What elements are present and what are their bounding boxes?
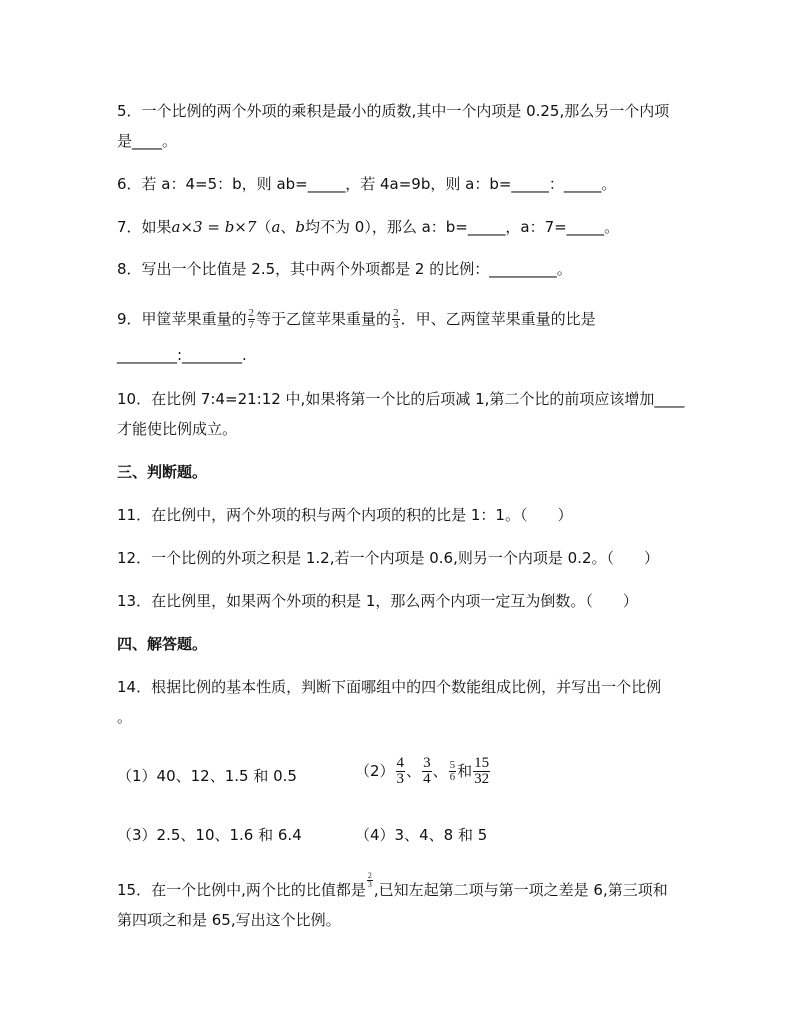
fraction-denominator: 3 — [367, 880, 372, 889]
fraction-denominator: 6 — [449, 771, 456, 783]
fraction-15-32 — [473, 756, 490, 787]
question-13: 13．在比例里，如果两个外项的积是 1，那么两个内项一定互为倒数。（ ） — [117, 592, 638, 610]
question-11: 11．在比例中，两个外项的积与两个内项的积的比是 1：1。（ ） — [117, 506, 573, 524]
question-14-option-1: （1）40、12、1.5 和 0.5 — [117, 767, 297, 785]
question-7 — [117, 217, 619, 237]
fraction-5-6 — [449, 760, 457, 783]
fraction-denominator: 32 — [474, 771, 490, 787]
section-3-heading: 三、判断题。 — [117, 463, 208, 481]
question-9-line-1 — [117, 308, 596, 331]
fraction-denominator: 7 — [248, 319, 255, 331]
fraction-2-3 — [392, 308, 400, 331]
fraction-2-7 — [248, 308, 256, 331]
fraction-denominator: 4 — [423, 771, 431, 787]
question-6: 6．若 a：4=5：b，则 ab=_____，若 4a=9b，则 a：b=_____：_____。 — [117, 175, 617, 193]
question-14-option-4: （4）3、4、8 和 5 — [355, 826, 488, 844]
fraction-numerator: 3 — [423, 755, 431, 771]
question-8: 8．写出一个比值是 2.5，其中两个外项都是 2 的比例：_________。 — [117, 260, 572, 278]
question-14-option-2 — [355, 756, 491, 787]
question-9-line-2: ________:________. — [117, 346, 247, 364]
question-7-paren: （ — [256, 218, 272, 236]
fraction-numerator: 5 — [449, 759, 456, 771]
question-12: 12．一个比例的外项之积是 1.2,若一个内项是 0.6,则另一个内项是 0.2。（ ） — [117, 549, 659, 567]
fraction-numerator: 2 — [367, 871, 372, 880]
question-15-part-2: ,已知左起第二项与第一项之差是 6,第三项和 — [373, 881, 668, 899]
question-10-line-2: 才能使比例成立。 — [117, 420, 238, 438]
fraction-denominator: 3 — [393, 319, 399, 331]
question-15-line-2: 第四项之和是 65,写出这个比例。 — [117, 911, 341, 929]
question-9-part-2: 等于乙筐苹果重量的 — [256, 310, 392, 328]
question-5-line-2: 是____。 — [117, 132, 178, 150]
question-7-sep: 、 — [280, 218, 296, 236]
question-7-number: 7．如果 — [117, 218, 172, 236]
question-10-line-1: 10．在比例 7:4=21:12 中,如果将第一个比的后项减 1,第二个比的前项应该增加____ — [117, 390, 685, 408]
question-9-part-3: ．甲、乙两筐苹果重量的比是 — [400, 310, 596, 328]
question-14-line-1: 14．根据比例的基本性质，判断下面哪组中的四个数能组成比例，并写出一个比例 — [117, 678, 662, 696]
separator: 、 — [406, 762, 422, 780]
question-7-equation: a×3 = b×7 — [171, 218, 257, 236]
fraction-denominator: 3 — [396, 771, 405, 787]
question-9-part-1: 9．甲筐苹果重量的 — [117, 310, 247, 328]
fraction-2-3-small — [367, 872, 373, 889]
question-7-rest: 均不为 0），那么 a：b=_____，a：7=_____。 — [305, 218, 620, 236]
question-14-option-3: （3）2.5、10、1.6 和 6.4 — [117, 826, 302, 844]
question-14-line-2: 。 — [117, 708, 133, 726]
section-4-heading: 四、解答题。 — [117, 635, 208, 653]
question-5-line-1: 5．一个比例的两个外项的乘积是最小的质数,其中一个内项是 0.25,那么另一个内项 — [117, 102, 670, 120]
fraction-4-3 — [396, 756, 406, 787]
and-word: 和 — [457, 762, 473, 780]
fraction-numerator: 2 — [393, 307, 399, 319]
fraction-3-4 — [422, 756, 432, 787]
question-15-part-1: 15．在一个比例中,两个比的比值都是 — [117, 881, 366, 899]
option-2-label: （2） — [355, 762, 395, 780]
fraction-numerator: 2 — [248, 307, 255, 319]
separator: 、 — [432, 762, 448, 780]
question-7-var-b: b — [295, 218, 306, 236]
question-7-var-a: a — [271, 218, 281, 236]
fraction-numerator: 4 — [396, 755, 405, 771]
question-15-line-1 — [117, 871, 668, 900]
fraction-numerator: 15 — [474, 755, 490, 771]
